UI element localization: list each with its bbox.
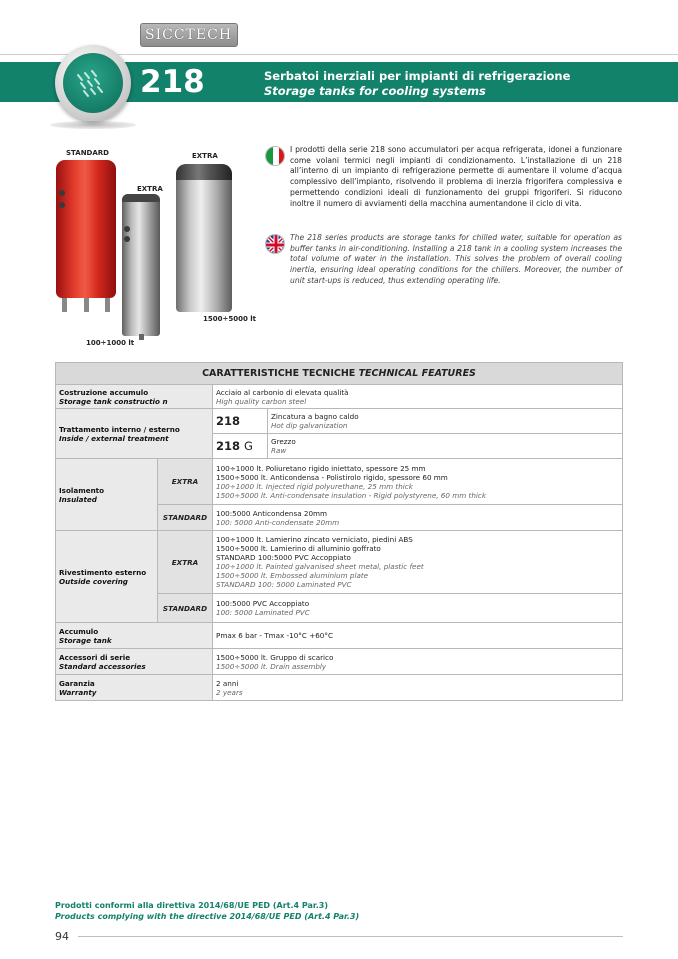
row-value-italian: Acciaio al carbonio di elevata qualità <box>216 387 349 397</box>
row-label-english: Storage tank <box>59 635 112 645</box>
treatment-code-218: 218 <box>213 409 268 434</box>
casing-extra-value <box>213 531 623 594</box>
row-value-english: 100: 5000 Anti-condensate 20mm <box>216 517 340 527</box>
table-row-storage <box>56 623 623 649</box>
table-row-insulation-extra <box>56 459 623 505</box>
row-label-italian: Isolamento <box>59 485 105 495</box>
table-row-warranty <box>56 675 623 701</box>
casing-extra-label: EXTRA <box>158 531 213 594</box>
tank-label-standard: STANDARD <box>66 149 109 157</box>
table-header-english: TECHNICAL FEATURES <box>358 368 476 379</box>
row-value-italian: 100:5000 PVC Accoppiato <box>216 599 310 608</box>
bottom-divider <box>78 936 623 937</box>
tank-leg <box>62 296 67 312</box>
table-row-accessories <box>56 649 623 675</box>
row-label-english: Storage tank constructio n <box>59 396 168 406</box>
series-number: 218 <box>140 64 205 100</box>
technical-features-table <box>55 362 623 701</box>
row-label-english: Standard accessories <box>59 661 146 671</box>
row-label-italian: Accessori di serie <box>59 652 131 662</box>
table-header <box>56 363 623 385</box>
row-label-italian: Accumulo <box>59 626 99 636</box>
row-label-italian: Trattamento interno / esterno <box>59 424 180 434</box>
badge-shadow <box>50 121 136 129</box>
storage-value: Pmax 6 bar - Tmax -10°C +60°C <box>213 623 623 649</box>
tank-leg <box>105 296 110 312</box>
spec-line: 1500÷5000 lt. Embossed aluminium plate <box>216 571 369 580</box>
description-english: The 218 series products are storage tanks for chilled water, suitable for operation as buffer tanks in air-conditioning. Installing a 218 tank in a cooling system increases the total volume of water in the installation. This solves the problem of overall cooling inertia, ensuring ideal operating conditions for the chillers. Moreover, the number of unit start-ups is reduced, thus extending operating life. <box>290 233 622 285</box>
tank-leg <box>84 296 89 312</box>
italy-flag-icon <box>265 146 285 166</box>
row-label-english: Inside / external treatment <box>59 433 169 443</box>
row-value-italian: Zincatura a bagno caldo <box>271 412 359 421</box>
row-value-italian: 2 anni <box>216 678 239 688</box>
table-header-italian: CARATTERISTICHE TECNICHE <box>202 368 356 379</box>
row-value-english: Hot dip galvanization <box>271 421 348 430</box>
insulation-extra-value <box>213 459 623 505</box>
uk-flag-icon <box>265 234 285 254</box>
spec-line: 100÷1000 lt. Poliuretano rigido iniettato, spessore 25 mm <box>216 463 426 473</box>
table-row-treatment <box>56 409 623 434</box>
insulation-extra-label: EXTRA <box>158 459 213 505</box>
capacity-label-small: 100÷1000 lt <box>86 339 135 347</box>
tank-extra-large <box>176 164 232 312</box>
tank-extra-small <box>122 194 160 336</box>
title-italian: Serbatoi inerziali per impianti di refrigerazione <box>264 69 571 83</box>
table-row-construction <box>56 385 623 409</box>
spec-line: 1500÷5000 lt. Anti-condensate insulation - Rigid polystyrene, 60 mm thick <box>216 490 487 500</box>
row-value-italian: Grezzo <box>271 437 296 446</box>
row-value-english: High quality carbon steel <box>216 396 307 406</box>
capacity-label-large: 1500÷5000 lt <box>203 315 257 323</box>
row-value-italian: 1500÷5000 lt. Gruppo di scarico <box>216 652 334 662</box>
spec-line: 1500÷5000 lt. Lamierino di alluminio goffrato <box>216 544 381 553</box>
treatment-code-218g: 218 G <box>213 434 268 459</box>
page-number: 94 <box>55 930 69 943</box>
tank-label-extra-front: EXTRA <box>137 185 163 193</box>
spec-line: STANDARD 100:5000 PVC Accoppiato <box>216 553 351 562</box>
row-value-italian: 100:5000 Anticondensa 20mm <box>216 508 328 518</box>
row-label-english: Warranty <box>59 687 97 697</box>
row-value-english: Raw <box>271 446 287 455</box>
row-label-italian: Garanzia <box>59 678 95 688</box>
brand-logo: SICCTECH <box>140 23 238 47</box>
row-value-english: 2 years <box>216 687 243 697</box>
casing-standard-label: STANDARD <box>158 594 213 623</box>
spec-line: 100÷1000 lt. Painted galvanised sheet metal, plastic feet <box>216 562 424 571</box>
spec-line: STANDARD 100: 5000 Laminated PVC <box>216 580 352 589</box>
compliance-note-italian: Prodotti conformi alla direttiva 2014/68/UE PED (Art.4 Par.3) <box>55 901 328 910</box>
compliance-note-english: Products complying with the directive 2014/68/UE PED (Art.4 Par.3) <box>55 912 360 921</box>
row-label-italian: Rivestimento esterno <box>59 567 147 577</box>
row-label-italian: Costruzione accumulo <box>59 387 149 397</box>
spec-line: 100÷1000 lt. Lamierino zincato verniciato, piedini ABS <box>216 535 413 544</box>
tank-foot <box>139 334 144 340</box>
tank-standard-red <box>56 160 116 298</box>
description-italian: I prodotti della serie 218 sono accumulatori per acqua refrigerata, idonei a funzionare come volani termici negli impianti di condizionamento. L’installazione di un 218 all’interno di un impianto di refrigerazione permette di aumentare il volume d’acqua complessivo dell’impianto, risolvendo il problema di inerzia frigorifera complessiva e permettendo condizioni ideali di funzionamento dei gruppi frigoriferi. Si riducono inoltre il numero di avviamenti della macchina aumentandone il ciclo di vita. <box>290 145 622 208</box>
spec-line: 100÷1000 lt. Injected rigid polyurethane, 25 mm thick <box>216 481 413 491</box>
table-row-casing-extra <box>56 531 623 594</box>
insulation-standard-label: STANDARD <box>158 505 213 531</box>
tank-label-extra-back: EXTRA <box>192 152 218 160</box>
title-english: Storage tanks for cooling systems <box>264 84 486 98</box>
row-value-english: 100: 5000 Laminated PVC <box>216 608 310 617</box>
cold-waves-icon <box>63 53 123 113</box>
row-value-english: 1500÷5000 lt. Drain assembly <box>216 661 327 671</box>
row-label-english: Insulated <box>59 494 97 504</box>
row-label-english: Outside covering <box>59 576 128 586</box>
spec-line: 1500÷5000 lt. Anticondensa - Polistirolo rigido, spessore 60 mm <box>216 472 448 482</box>
